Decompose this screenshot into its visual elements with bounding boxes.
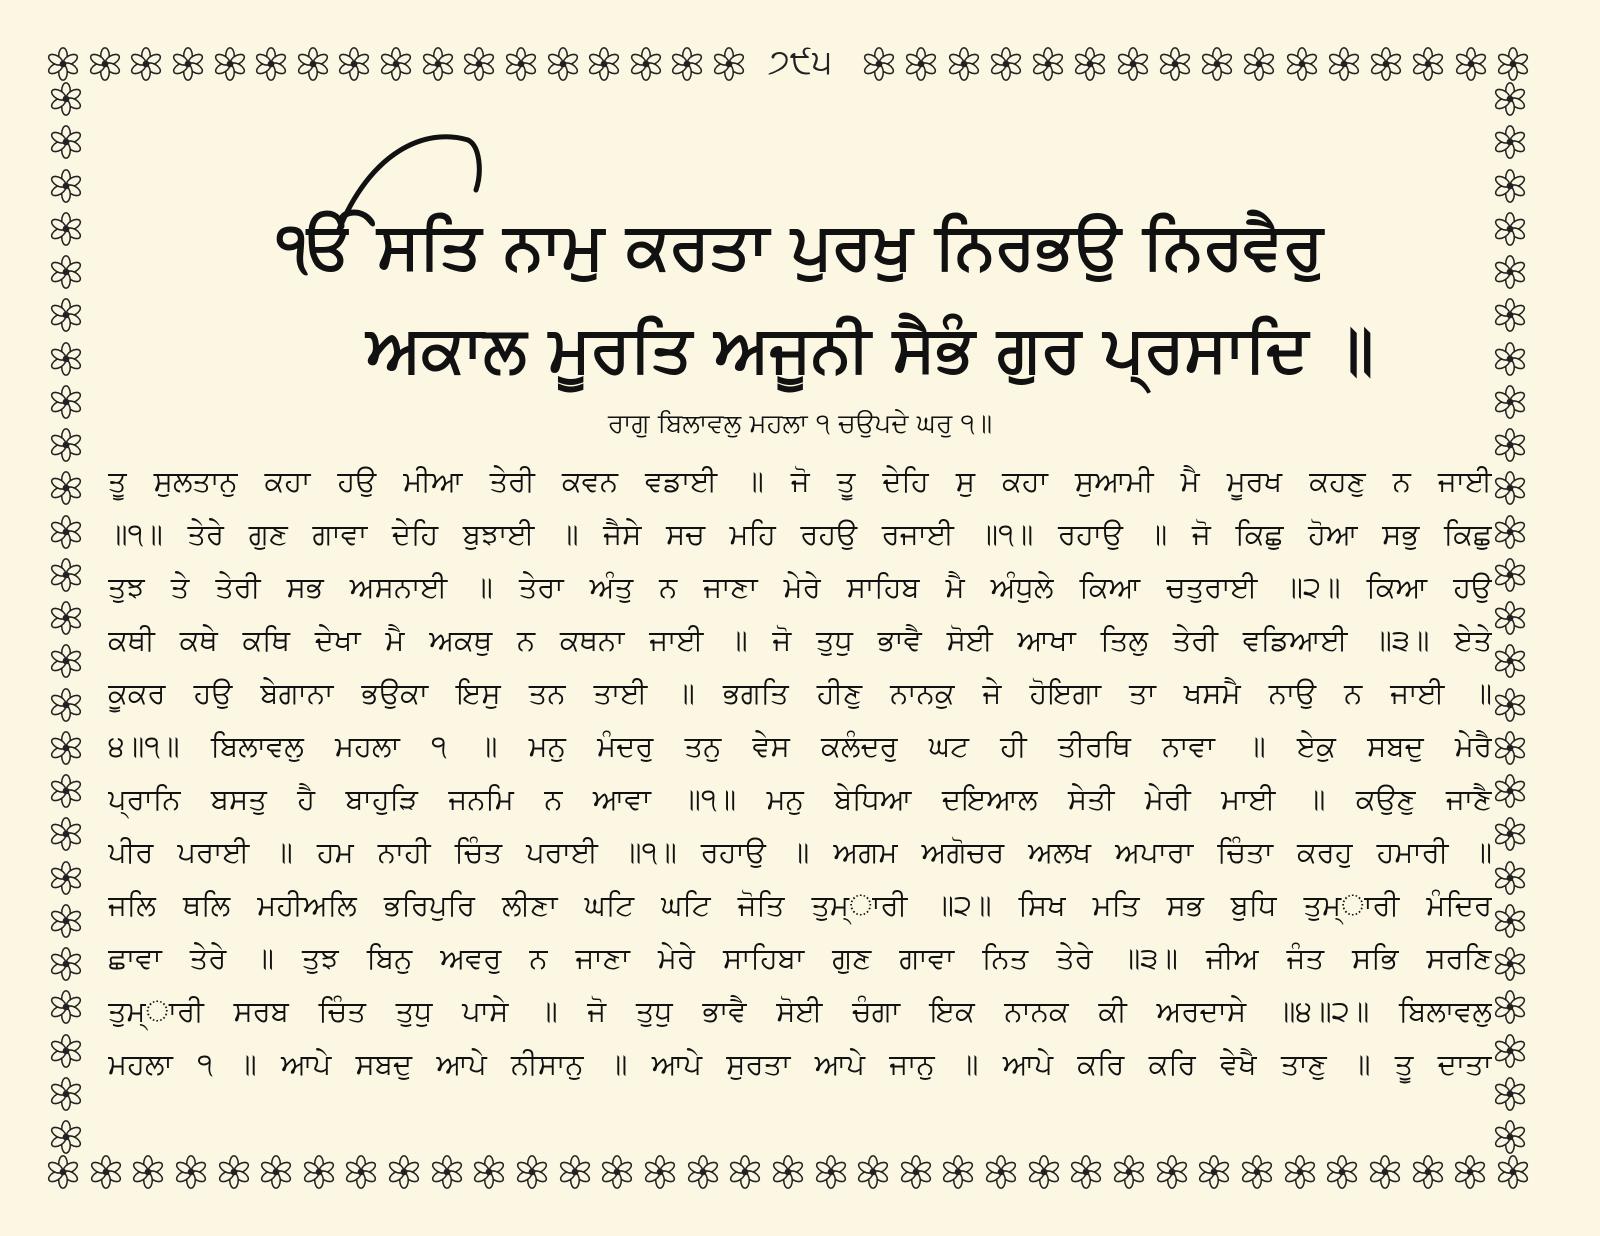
flower-icon — [88, 47, 122, 81]
text-line: ਤੁਮ੍ਾਰੀ ਸਰਬ ਚਿੰਤ ਤੁਧੁ ਪਾਸੇ ॥ ਜੋ ਤੁਧੁ ਭਾਵੈ ਸੋਈ ਚੰਗਾ ਇਕ ਨਾਨਕ ਕੀ ਅਰਦਾਸੇ ॥੪॥੨॥ ਬਿਲਾਵਲੁ — [108, 994, 1492, 1028]
flower-icon — [1493, 817, 1527, 851]
flower-icon — [49, 471, 83, 505]
flower-icon — [174, 1155, 208, 1189]
flower-icon — [46, 1155, 80, 1189]
text-line: ਪੀਰ ਪਰਾਈ ॥ ਹਮ ਨਾਹੀ ਚਿੰਤ ਪਰਾਈ ॥੧॥ ਰਹਾਉ ॥ ਅਗਮ ਅਗੋਚਰ ਅਲਖ ਅਪਾਰਾ ਚਿੰਤਾ ਕਰਹੁ ਹਮਾਰੀ ॥ — [108, 835, 1492, 869]
flower-icon — [1493, 947, 1527, 981]
flower-icon — [1493, 515, 1527, 549]
flower-icon — [629, 47, 663, 81]
flower-icon — [1496, 1155, 1530, 1189]
mool-mantar-line-1: ੴ ਸਤਿ ਨਾਮੁ ਕਰਤਾ ਪੁਰਖੁ ਨਿਰਭਉ ਨਿਰਵੈਰੁ — [276, 210, 1324, 284]
border-right — [1490, 82, 1530, 1154]
flower-icon — [1493, 428, 1527, 462]
flower-icon — [1325, 1155, 1359, 1189]
flower-icon — [49, 255, 83, 289]
flower-icon — [1493, 601, 1527, 635]
flower-icon — [49, 688, 83, 722]
flower-icon — [49, 1034, 83, 1068]
flower-icon — [1283, 1155, 1317, 1189]
flower-icon — [1493, 385, 1527, 419]
flower-icon — [1493, 212, 1527, 246]
flower-icon — [1493, 904, 1527, 938]
flower-icon — [49, 904, 83, 938]
flower-icon — [430, 1155, 464, 1189]
flower-icon — [643, 1155, 677, 1189]
flower-icon — [771, 1155, 805, 1189]
flower-icon — [984, 1155, 1018, 1189]
flower-icon — [49, 428, 83, 462]
flower-icon — [1155, 1155, 1189, 1189]
flower-icon — [1411, 47, 1445, 81]
flower-icon — [1369, 47, 1403, 81]
flower-icon — [49, 515, 83, 549]
flower-icon — [49, 125, 83, 159]
flower-icon — [1453, 1155, 1487, 1189]
flower-icon — [989, 47, 1023, 81]
border-top-left — [46, 44, 746, 84]
text-line: ਮਹਲਾ ੧ ॥ ਆਪੇ ਸਬਦੁ ਆਪੇ ਨੀਸਾਨੁ ॥ ਆਪੇ ਸੁਰਤਾ ਆਪੇ ਜਾਨੁ ॥ ਆਪੇ ਕਰਿ ਕਰਿ ਵੇਖੈ ਤਾਣੁ ॥ ਤੂ ਦਾਤਾ — [108, 1047, 1492, 1081]
flower-icon — [49, 212, 83, 246]
flower-icon — [49, 731, 83, 765]
flower-icon — [1073, 47, 1107, 81]
flower-icon — [1197, 1155, 1231, 1189]
flower-icon — [344, 1155, 378, 1189]
flower-icon — [49, 774, 83, 808]
flower-icon — [49, 1077, 83, 1111]
flower-icon — [472, 1155, 506, 1189]
flower-icon — [899, 1155, 933, 1189]
flower-icon — [504, 47, 538, 81]
flower-icon — [1368, 1155, 1402, 1189]
flower-icon — [670, 47, 704, 81]
flower-icon — [49, 601, 83, 635]
text-line: ਕਥੀ ਕਥੇ ਕਥਿ ਦੇਖਾ ਮੈ ਅਕਥੁ ਨ ਕਥਨਾ ਜਾਈ ॥ ਜੋ ਤੁਧੁ ਭਾਵੈ ਸੋਈ ਆਖਾ ਤਿਲੁ ਤੇਰੀ ਵਡਿਆਈ ॥੩॥ ਏਤੇ — [108, 623, 1492, 657]
flower-icon — [49, 947, 83, 981]
flower-icon — [49, 385, 83, 419]
flower-icon — [337, 47, 371, 81]
flower-icon — [728, 1155, 762, 1189]
flower-icon — [1493, 471, 1527, 505]
flower-icon — [217, 1155, 251, 1189]
flower-icon — [686, 1155, 720, 1189]
flower-icon — [1493, 255, 1527, 289]
flower-icon — [862, 47, 896, 81]
flower-icon — [1493, 82, 1527, 116]
flower-icon — [856, 1155, 890, 1189]
flower-icon — [296, 47, 330, 81]
flower-icon — [1200, 47, 1234, 81]
flower-icon — [1493, 298, 1527, 332]
text-line: ਛਾਵਾ ਤੇਰੇ ॥ ਤੁਝ ਬਿਨੁ ਅਵਰੁ ਨ ਜਾਣਾ ਮੇਰੇ ਸਾਹਿਬਾ ਗੁਣ ਗਾਵਾ ਨਿਤ ਤੇਰੇ ॥੩॥ ਜੀਅ ਜੰਤ ਸਭਿ ਸਰਣਿ — [108, 941, 1492, 975]
flower-icon — [1031, 47, 1065, 81]
flower-icon — [1158, 47, 1192, 81]
border-left — [46, 82, 86, 1154]
border-top-right — [862, 44, 1530, 84]
flower-icon — [1493, 1077, 1527, 1111]
flower-icon — [49, 169, 83, 203]
flower-icon — [941, 1155, 975, 1189]
flower-icon — [1493, 169, 1527, 203]
flower-icon — [1493, 731, 1527, 765]
flower-icon — [259, 1155, 293, 1189]
flower-icon — [49, 298, 83, 332]
flower-icon — [129, 47, 163, 81]
text-line: ਤੂ ਸੁਲਤਾਨੁ ਕਹਾ ਹਉ ਮੀਆ ਤੇਰੀ ਕਵਨ ਵਡਾਈ ॥ ਜੋ ਤੂ ਦੇਹਿ ਸੁ ਕਹਾ ਸੁਆਮੀ ਮੈ ਮੂਰਖ ਕਹਣੁ ਨ ਜਾਈ — [108, 464, 1492, 498]
flower-icon — [1493, 125, 1527, 159]
flower-icon — [254, 47, 288, 81]
flower-icon — [49, 558, 83, 592]
flower-icon — [131, 1155, 165, 1189]
flower-icon — [302, 1155, 336, 1189]
flower-icon — [49, 861, 83, 895]
flower-icon — [1493, 774, 1527, 808]
flower-icon — [546, 47, 580, 81]
text-line: ॥੧॥ ਤੇਰੇ ਗੁਣ ਗਾਵਾ ਦੇਹਿ ਬੁਝਾਈ ॥ ਜੈਸੇ ਸਚ ਮਹਿ ਰਹਉ ਰਜਾਈ ॥੧॥ ਰਹਾਉ ॥ ਜੋ ਕਿਛੁ ਹੋਆ ਸਭੁ ਕਿਛੁ — [108, 517, 1492, 551]
flower-icon — [462, 47, 496, 81]
flower-icon — [1285, 47, 1319, 81]
flower-icon — [49, 82, 83, 116]
flower-icon — [1493, 861, 1527, 895]
flower-icon — [558, 1155, 592, 1189]
flower-icon — [1327, 47, 1361, 81]
flower-icon — [1493, 644, 1527, 678]
flower-icon — [213, 47, 247, 81]
flower-icon — [1493, 558, 1527, 592]
border-bottom — [46, 1152, 1530, 1192]
flower-icon — [1411, 1155, 1445, 1189]
flower-icon — [1242, 47, 1276, 81]
flower-icon — [1493, 990, 1527, 1024]
flower-icon — [587, 47, 621, 81]
flower-icon — [600, 1155, 634, 1189]
flower-icon — [1069, 1155, 1103, 1189]
flower-icon — [1493, 1034, 1527, 1068]
text-line: ਜਲਿ ਥਲਿ ਮਹੀਅਲਿ ਭਰਿਪੁਰਿ ਲੀਣਾ ਘਟਿ ਘਟਿ ਜੋਤਿ ਤੁਮ੍ਾਰੀ ॥੨॥ ਸਿਖ ਮਤਿ ਸਭ ਬੁਧਿ ਤੁਮ੍ਾਰੀ ਮੰਦਿਰ — [108, 888, 1492, 922]
text-line: ੪॥੧॥ ਬਿਲਾਵਲੁ ਮਹਲਾ ੧ ॥ ਮਨੁ ਮੰਦਰੁ ਤਨੁ ਵੇਸ ਕਲੰਦਰੁ ਘਟ ਹੀ ਤੀਰਥਿ ਨਾਵਾ ॥ ਏਕੁ ਸਬਦੁ ਮੇਰੈ — [108, 729, 1492, 763]
flower-icon — [171, 47, 205, 81]
flower-icon — [49, 342, 83, 376]
flower-icon — [49, 1120, 83, 1154]
text-line: ਕੂਕਰ ਹਉ ਬੇਗਾਨਾ ਭਉਕਾ ਇਸੁ ਤਨ ਤਾਈ ॥ ਭਗਤਿ ਹੀਣੁ ਨਾਨਕੁ ਜੇ ਹੋਇਗਾ ਤਾ ਖਸਮੈ ਨਾਉ ਨ ਜਾਈ ॥ — [108, 676, 1492, 710]
page-number: ੭੯੫ — [767, 42, 833, 82]
flower-icon — [89, 1155, 123, 1189]
flower-icon — [947, 47, 981, 81]
flower-icon — [1240, 1155, 1274, 1189]
flower-icon — [49, 990, 83, 1024]
flower-icon — [814, 1155, 848, 1189]
flower-icon — [1454, 47, 1488, 81]
flower-icon — [515, 1155, 549, 1189]
mool-mantar-line-2: ਅਕਾਲ ਮੂਰਤਿ ਅਜੂਨੀ ਸੈਭੰ ਗੁਰ ਪ੍ਰਸਾਦਿ ॥ — [366, 313, 1374, 387]
text-line: ਪ੍ਰਾਨਿ ਬਸਤੁ ਹੈ ਬਾਹੁੜਿ ਜਨਮਿ ਨ ਆਵਾ ॥੧॥ ਮਨੁ ਬੇਧਿਆ ਦਇਆਲ ਸੇਤੀ ਮੇਰੀ ਮਾਈ ॥ ਕਉਣੁ ਜਾਣੈ — [108, 782, 1492, 816]
flower-icon — [1493, 1120, 1527, 1154]
text-line: ਤੁਝ ਤੇ ਤੇਰੀ ਸਭ ਅਸਨਾਈ ॥ ਤੇਰਾ ਅੰਤੁ ਨ ਜਾਣਾ ਮੇਰੇ ਸਾਹਿਬ ਮੈ ਅੰਧੁਲੇ ਕਿਆ ਚਤੁਰਾਈ ॥੨॥ ਕਿਆ ਹਉ — [108, 570, 1492, 604]
flower-icon — [1112, 1155, 1146, 1189]
flower-icon — [387, 1155, 421, 1189]
flower-icon — [1493, 342, 1527, 376]
flower-icon — [379, 47, 413, 81]
flower-icon — [421, 47, 455, 81]
flower-icon — [1116, 47, 1150, 81]
flower-icon — [46, 47, 80, 81]
flower-icon — [904, 47, 938, 81]
flower-icon — [1496, 47, 1530, 81]
raag-heading: ਰਾਗੁ ਬਿਲਾਵਲੁ ਮਹਲਾ ੧ ਚਉਪਦੇ ਘਰੁ ੧॥ — [607, 409, 993, 439]
flower-icon — [1027, 1155, 1061, 1189]
shabad-text — [108, 455, 1492, 1091]
flower-icon — [49, 644, 83, 678]
flower-icon — [49, 817, 83, 851]
flower-icon — [1493, 688, 1527, 722]
